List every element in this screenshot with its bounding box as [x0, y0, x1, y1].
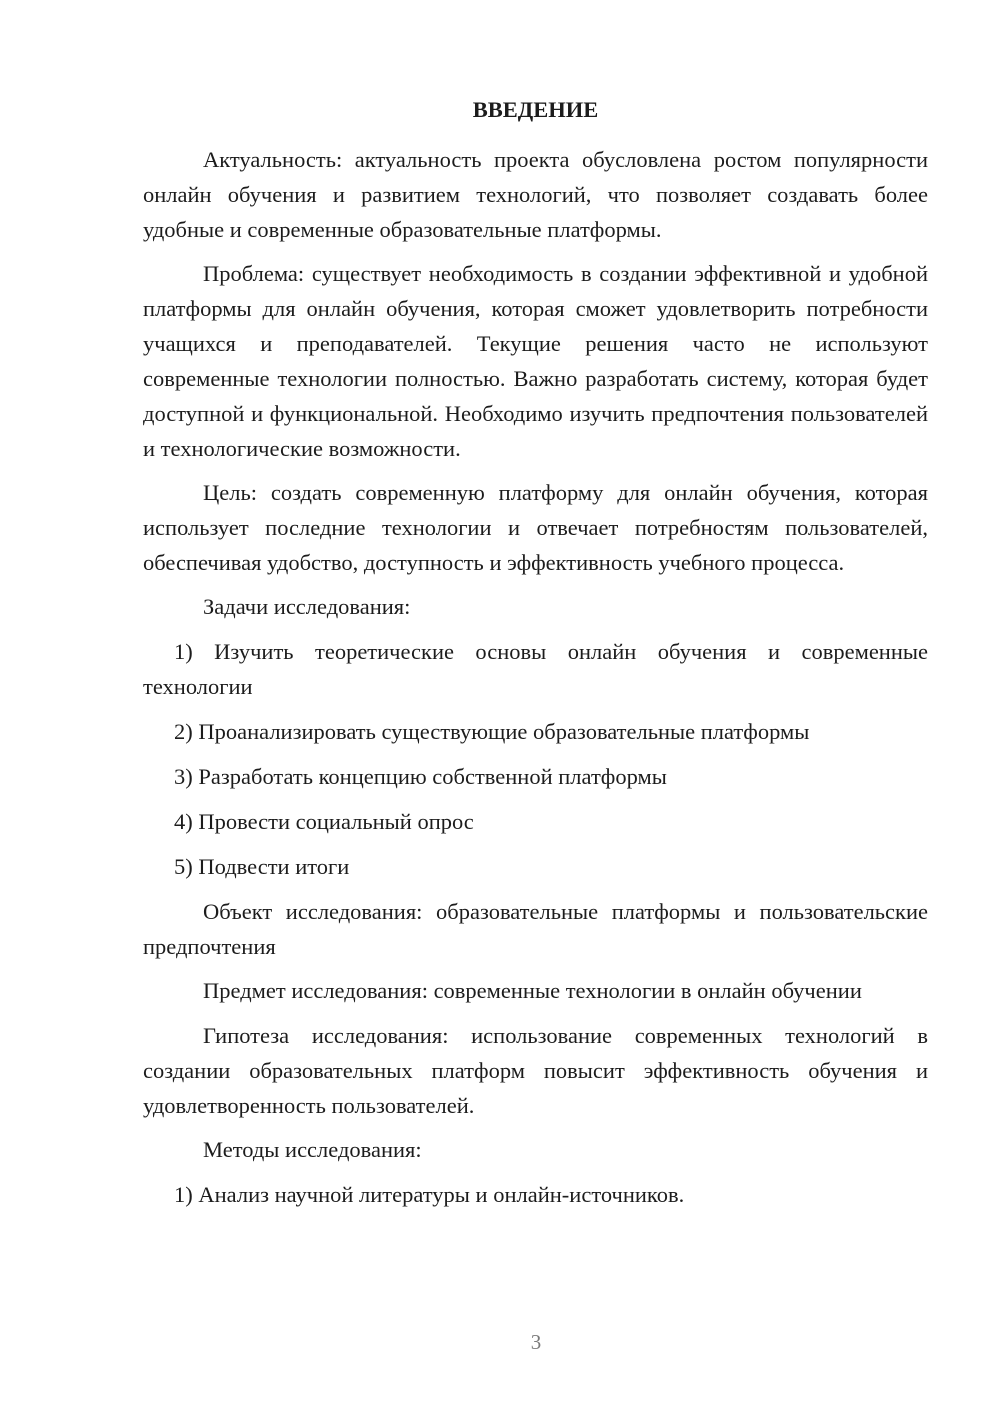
tasks-heading: Задачи исследования:: [203, 594, 411, 619]
goal-paragraph: Цель: создать современную платформу для онлайн обучения, которая использует последние технологии и отвечает потребностям пользователей, обеспечивая удобство, доступность и эффективность учебного процесса.: [143, 480, 928, 575]
object-paragraph: Объект исследования: образовательные платформы и пользовательские предпочтения: [143, 899, 928, 959]
method-item: 1) Анализ научной литературы и онлайн-источников.: [174, 1182, 685, 1207]
task-item: 3) Разработать концепцию собственной платформы: [174, 764, 667, 789]
task-item: 2) Проанализировать существующие образовательные платформы: [174, 719, 810, 744]
section-title: ВВЕДЕНИЕ: [472, 97, 599, 122]
hypothesis-paragraph: Гипотеза исследования: использование современных технологий в создании образовательных платформ повысит эффективность обучения и удовлетворенность пользователей.: [143, 1023, 928, 1118]
relevance-paragraph: Актуальность: актуальность проекта обусловлена ростом популярности онлайн обучения и развитием технологий, что позволяет создавать более удобные и современные образовательные платформы.: [143, 147, 928, 242]
task-item: 4) Провести социальный опрос: [174, 809, 474, 834]
methods-heading: Методы исследования:: [203, 1137, 422, 1162]
page-number: 3: [530, 1330, 542, 1354]
subject-paragraph: Предмет исследования: современные технологии в онлайн обучении: [203, 978, 862, 1003]
task-item: 5) Подвести итоги: [174, 854, 350, 879]
problem-paragraph: Проблема: существует необходимость в создании эффективной и удобной платформы для онлайн обучения, которая сможет удовлетворить потребности учащихся и преподавателей. Текущие решения часто не используют современные технологии полностью. Важно разработать систему, которая будет доступной и функциональной. Необходимо изучить предпочтения пользователей и технологические возможности.: [143, 261, 928, 461]
task-item: 1) Изучить теоретические основы онлайн обучения и современные технологии: [143, 639, 928, 699]
document-page: [143, 92, 928, 1222]
